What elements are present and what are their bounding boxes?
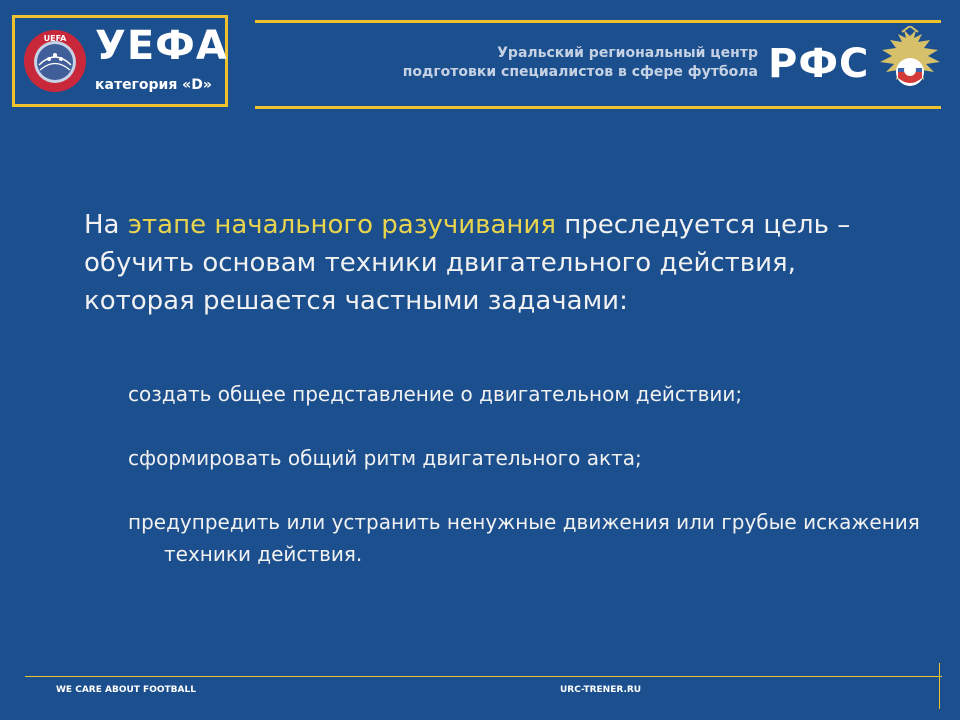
footer-website: URC-TRENER.RU xyxy=(560,685,642,695)
main-content xyxy=(84,206,904,320)
center-name xyxy=(403,44,758,82)
uefa-logo-icon xyxy=(23,29,87,93)
uefa-title: УЕФА xyxy=(95,23,228,69)
footer-slogan: WE CARE ABOUT FOOTBALL xyxy=(56,685,196,695)
uefa-header-box xyxy=(12,15,228,107)
center-name-line2: подготовки специалистов в сфере футбола xyxy=(402,64,758,80)
rfs-eagle-icon xyxy=(876,26,944,102)
header-top-divider xyxy=(255,20,941,23)
list-item: предупредить или устранить ненужные движения или грубые искажения техники действия. xyxy=(128,510,920,566)
rfs-title: РФС xyxy=(768,41,870,87)
footer-divider xyxy=(25,676,942,677)
footer-edge-line xyxy=(939,663,940,709)
uefa-category: категория «D» xyxy=(95,77,212,93)
header-bottom-divider xyxy=(255,106,941,109)
intro-text-before: На xyxy=(84,210,128,240)
intro-text-after: преследуется цель – обучить основам техники двигательного действия, которая решается частными задачами: xyxy=(84,210,851,316)
uefa-logo-label: UEFA xyxy=(43,34,67,43)
list-item: создать общее представление о двигательном действии; xyxy=(128,382,743,406)
intro-highlight: этапе начального разучивания xyxy=(127,210,556,240)
list-item: сформировать общий ритм двигательного акта; xyxy=(128,446,642,470)
task-list xyxy=(128,378,928,570)
intro-paragraph xyxy=(84,206,904,320)
center-name-line1: Уральский региональный центр xyxy=(497,45,758,61)
